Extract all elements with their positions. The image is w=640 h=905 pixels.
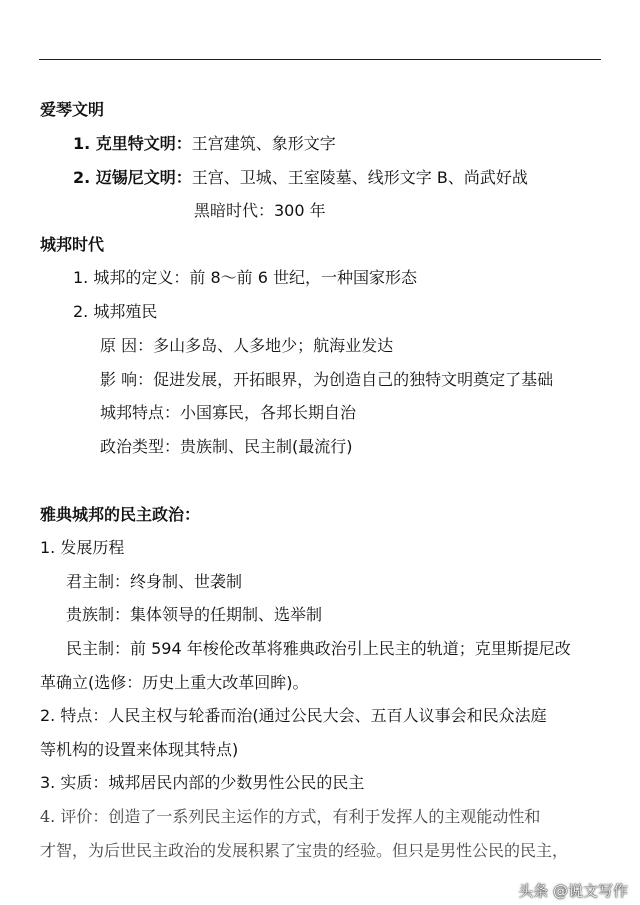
watermark: 头条 @说文写作 [518, 882, 628, 900]
text-line: 革确立(选修：历史上重大改革回眸)。 [40, 673, 309, 692]
text-line: 贵族制：集体领导的任期制、选举制 [66, 605, 323, 624]
item-text: 王宫建筑、象形文字 [191, 134, 336, 153]
text-line: 才智，为后世民主政治的发展积累了宝贵的经验。但只是男性公民的民主， [40, 841, 569, 860]
section-title-polis: 城邦时代 [40, 235, 105, 254]
item-text: 王宫、卫城、王室陵墓、线形文字 B、尚武好战 [191, 168, 528, 187]
list-item [73, 133, 336, 155]
list-item: 4. 评价：创造了一系列民主运作的方式，有利于发挥人的主观能动性和 [40, 807, 541, 826]
section-title-athens: 雅典城邦的民主政治： [40, 505, 201, 524]
text-line: 等机构的设置来体现其特点) [40, 740, 239, 759]
text-line: 君主制：终身制、世袭制 [66, 572, 243, 591]
item-label: 1. 克里特文明： [73, 134, 192, 153]
list-item: 1. 城邦的定义：前 8～前 6 世纪，一种国家形态 [73, 268, 417, 287]
text-line: 影 响：促进发展，开拓眼界，为创造自己的独特文明奠定了基础 [100, 370, 554, 389]
list-item: 2. 城邦殖民 [73, 302, 158, 321]
text-line: 政治类型：贵族制、民主制(最流行) [100, 437, 353, 456]
top-rule [39, 59, 601, 60]
list-item [73, 167, 528, 189]
section-title-aegean: 爱琴文明 [40, 100, 105, 119]
text-line: 民主制：前 594 年梭伦改革将雅典政治引上民主的轨道；克里斯提尼改 [66, 639, 571, 658]
list-item: 3. 实质：城邦居民内部的少数男性公民的民主 [40, 773, 365, 792]
dark-age-line: 黑暗时代：300 年 [194, 201, 326, 220]
text-line: 城邦特点：小国寡民，各邦长期自治 [100, 403, 357, 422]
item-label: 2. 迈锡尼文明： [73, 168, 192, 187]
text-line: 原 因：多山多岛、人多地少；航海业发达 [100, 336, 394, 355]
list-item: 1. 发展历程 [40, 538, 125, 557]
list-item: 2. 特点：人民主权与轮番而治(通过公民大会、五百人议事会和民众法庭 [40, 706, 547, 725]
